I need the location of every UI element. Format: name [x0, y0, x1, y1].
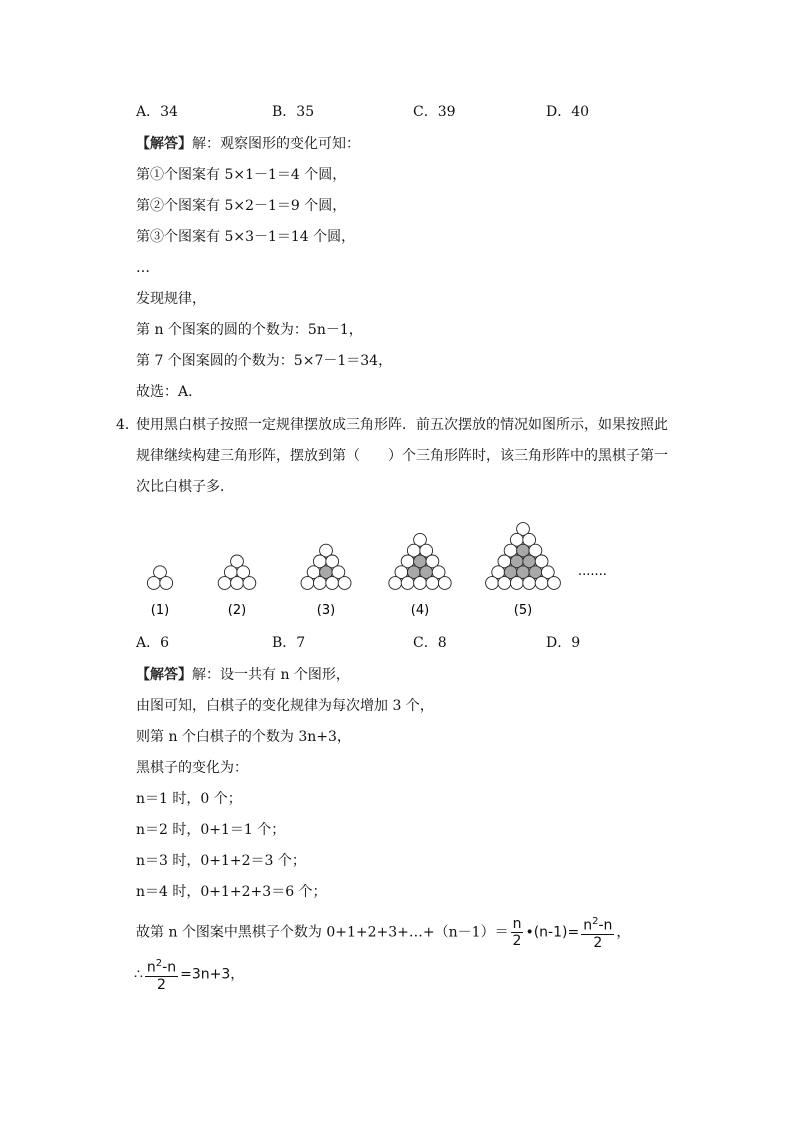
- formula-suffix: ，: [616, 924, 631, 941]
- q4-option-b: B．7: [272, 635, 306, 651]
- fraction-numerator: [581, 914, 614, 935]
- q4-solution-line-4: n＝1 时，0 个；: [136, 791, 242, 807]
- white-piece: [401, 577, 414, 590]
- q4-solution-line-3: 黑棋子的变化为：: [136, 760, 248, 776]
- q3-solution-line-2: 第②个图案有 5×2－1＝9 个圆，: [136, 198, 347, 214]
- white-piece: [338, 577, 351, 590]
- q4-solution-line-7: n＝4 时，0+1+2+3＝6 个；: [136, 884, 327, 900]
- q4-stem-line-1: 规律继续构建三角形阵，摆放到第（ ）个三角形阵时，该三角形阵中的黑棋子第一: [136, 448, 668, 464]
- white-piece: [498, 577, 511, 590]
- q3-solution-line-8: 故选：A．: [136, 384, 203, 400]
- q3-option-b: B．35: [272, 104, 315, 120]
- q4-solution-line-5: n＝2 时，0+1＝1 个；: [136, 822, 286, 838]
- white-piece: [160, 577, 173, 590]
- numerator-rest: -n: [162, 959, 177, 976]
- fraction-n2-minus-n-over-2-b: [145, 956, 178, 993]
- q3-solution-tag: 【解答】: [136, 136, 192, 152]
- figure-caption-2: (2): [227, 603, 247, 618]
- q4-solution-tag: 【解答】: [136, 667, 192, 683]
- triangle-arrays-figure: [130, 508, 630, 624]
- numerator-exponent: 2: [155, 958, 163, 969]
- q4-option-a: A．6: [136, 635, 170, 651]
- q3-solution-line-1: 第①个图案有 5×1－1＝4 个圆，: [136, 167, 347, 183]
- figure-caption-1: (1): [150, 603, 170, 618]
- q4-solution-line-1: 由图可知，白棋子的变化规律为每次增加 3 个，: [136, 698, 434, 714]
- formula-mid: •(n-1)=: [525, 924, 580, 941]
- white-piece: [218, 577, 231, 590]
- figure-caption-4: (4): [410, 603, 430, 618]
- q4-option-d: D．9: [546, 635, 581, 651]
- white-piece: [301, 577, 314, 590]
- figure-ellipsis: ·······: [578, 568, 607, 583]
- figure-caption-3: (3): [316, 603, 336, 618]
- fraction-n2-minus-n-over-2: [581, 914, 614, 951]
- numerator-base: n: [583, 917, 593, 934]
- q3-solution-line-5: 发现规律，: [136, 291, 206, 307]
- q3-option-d: D．40: [546, 104, 590, 120]
- q4-stem-line-0: 使用黑白棋子按照一定规律摆放成三角形阵．前五次摆放的情况如图所示，如果按照此: [136, 417, 668, 433]
- numerator-base: n: [146, 959, 156, 976]
- q3-solution-text: 解：观察图形的变化可知：: [192, 136, 360, 152]
- formula-rhs: =3n+3，: [180, 966, 245, 983]
- formula-line-therefore: [134, 956, 244, 993]
- white-piece: [313, 577, 326, 590]
- formula-prefix: 故第 n 个图案中黑棋子个数为 0+1+2+3+…+（n－1）＝: [136, 924, 509, 941]
- q4-solution-line-0: [136, 665, 350, 685]
- numerator-rest: -n: [598, 917, 613, 934]
- q3-option-c: C．39: [413, 104, 456, 120]
- white-piece: [486, 577, 499, 590]
- fraction-n-over-2: [511, 916, 524, 949]
- q3-option-a: A．34: [136, 104, 178, 120]
- white-piece: [426, 577, 439, 590]
- q3-solution-line-3: 第③个图案有 5×3－1＝14 个圆，: [136, 229, 356, 245]
- numerator-exponent: 2: [592, 916, 599, 927]
- fraction-denominator: 2: [593, 934, 603, 951]
- q3-solution-line-7: 第 7 个图案圆的个数为：5×7－1＝34，: [136, 353, 393, 369]
- white-piece: [147, 577, 160, 590]
- fraction-numerator: [145, 956, 178, 977]
- fraction-numerator: n: [512, 915, 522, 932]
- formula-line-sum: [136, 914, 630, 951]
- q4-solution-line-2: 则第 n 个白棋子的个数为 3n+3，: [136, 729, 351, 745]
- white-piece: [535, 577, 548, 590]
- q4-solution-line-6: n＝3 时，0+1+2＝3 个；: [136, 853, 306, 869]
- q3-solution-line-6: 第 n 个图案的圆的个数为：5n－1，: [136, 322, 363, 338]
- white-piece: [414, 577, 427, 590]
- white-piece: [389, 577, 402, 590]
- figure-caption-5: (5): [513, 603, 533, 618]
- q3-solution-line-4: …: [136, 260, 150, 276]
- white-piece: [231, 577, 244, 590]
- q4-solution-text: 解：设一共有 n 个图形，: [192, 667, 350, 683]
- q4-number: 4．: [116, 417, 139, 433]
- white-piece: [510, 577, 523, 590]
- fraction-denominator: 2: [157, 976, 166, 993]
- white-piece: [523, 577, 536, 590]
- therefore-symbol: ∴: [134, 966, 143, 983]
- white-piece: [438, 577, 451, 590]
- white-piece: [326, 577, 339, 590]
- q4-stem-line-2: 次比白棋子多．: [136, 479, 234, 495]
- white-piece: [243, 577, 256, 590]
- fraction-denominator: 2: [512, 932, 522, 949]
- white-piece: [548, 577, 561, 590]
- q3-solution-line-0: [136, 134, 360, 154]
- q4-option-c: C．8: [413, 635, 447, 651]
